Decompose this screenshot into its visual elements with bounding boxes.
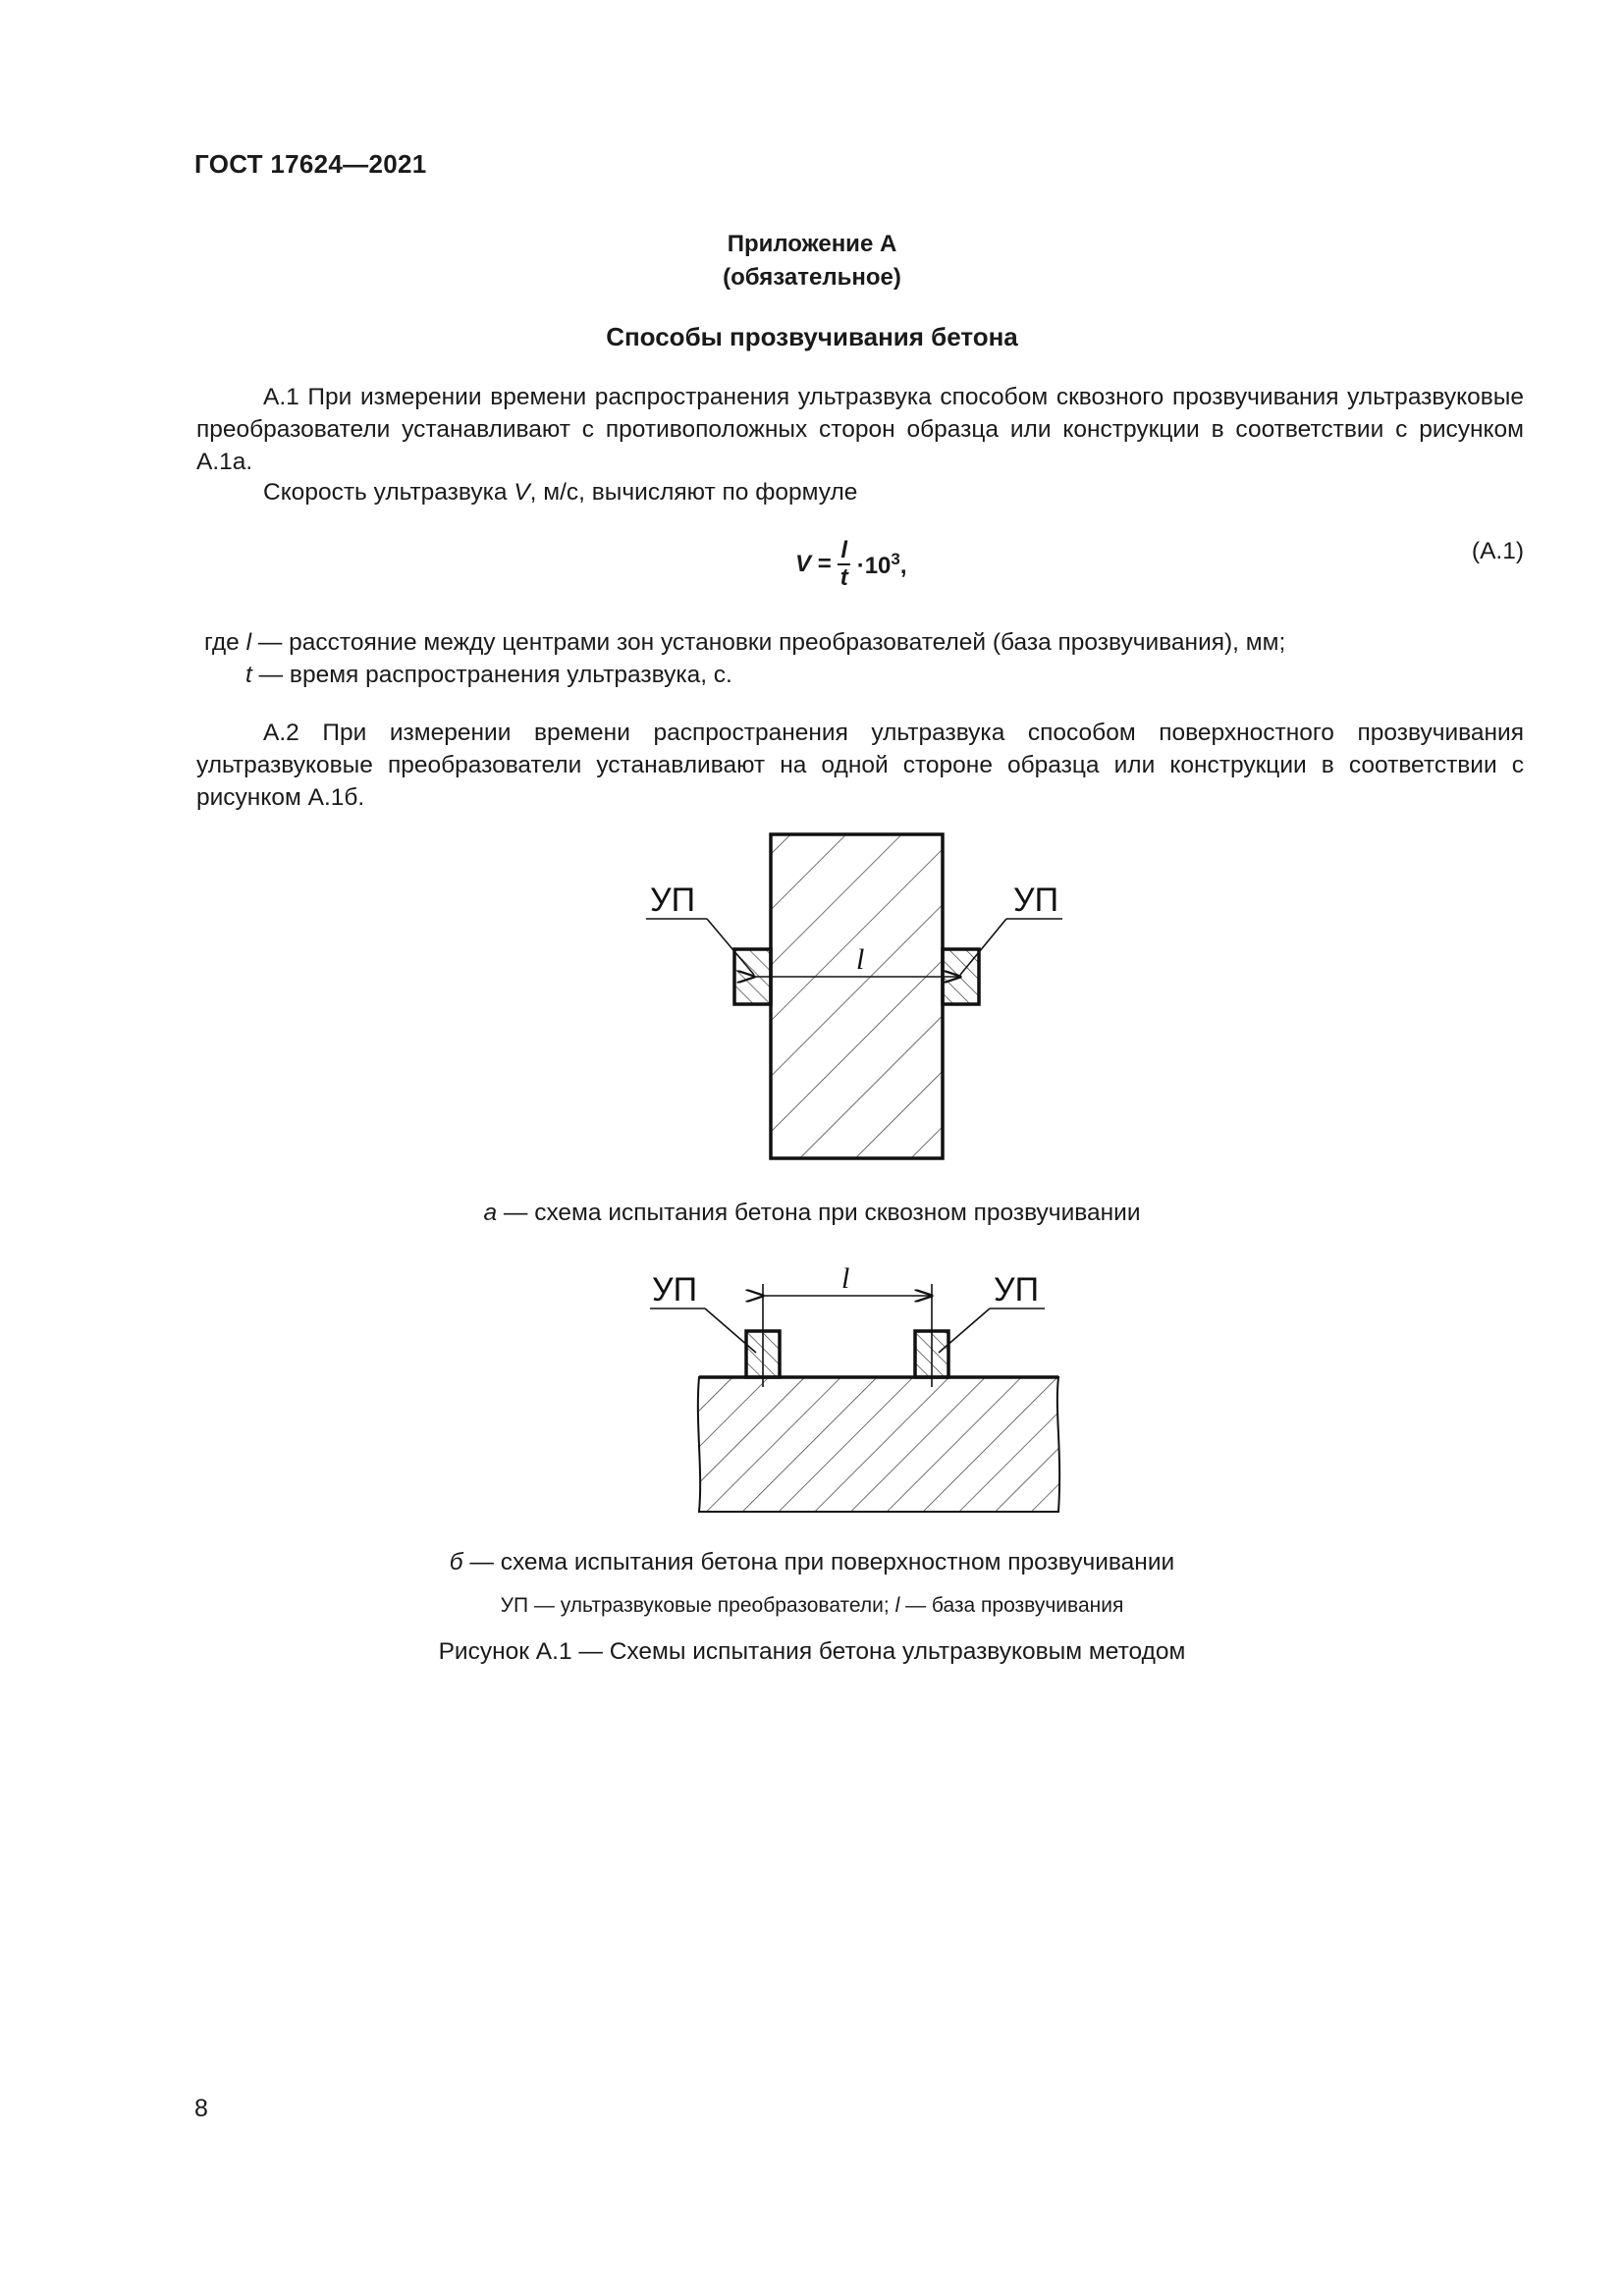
label-up-b-left: УП (652, 1271, 698, 1308)
concrete-block (771, 834, 943, 1158)
speed-intro: Скорость ультразвука V, м/с, вычисляют по формуле (263, 479, 858, 506)
concrete-slab (698, 1377, 1059, 1512)
paragraph-a1-text: А.1 При измерении времени распространения ультразвука способом сквозного прозвучивания ультразвуковые преобразователи устанавливают с противоположных сторон образца или конструкции в соответствии с рисунком А.1а. (196, 384, 1524, 475)
section-title: Способы прозвучивания бетона (606, 322, 1018, 351)
figure-b-surface-scheme (638, 1255, 1090, 1524)
document-code: ГОСТ 17624—2021 (194, 149, 427, 179)
formula-number: (А.1) (1471, 538, 1524, 564)
paragraph-a1 (196, 381, 1524, 478)
paragraph-a2-text: А.2 При измерении времени распространения ультразвука способом поверхностного прозвучивания ультразвуковые преобразователи устанавливают на одной стороне образца или конструкции в соответствии с рисунком А.1б. (196, 720, 1524, 811)
appendix-title: Приложение А (727, 231, 897, 257)
base-label-b: l (841, 1262, 850, 1295)
formula-a1: V = $\frac{l}{t}$ $\cdot 10^3$, (795, 537, 907, 591)
leader-left-diag (707, 919, 754, 975)
formula-fraction: $\frac{l}{t}$ (838, 538, 850, 591)
leader-right-diag (960, 919, 1006, 975)
figure-a-through-scheme (628, 829, 1059, 1163)
page-number: 8 (194, 2095, 208, 2122)
caption-b: б — схема испытания бетона при поверхностном прозвучивании (449, 1549, 1175, 1575)
paragraph-a2 (196, 717, 1524, 814)
label-up-right: УП (1013, 881, 1059, 919)
figure-title: Рисунок А.1 — Схемы испытания бетона ультразвуковым методом (438, 1638, 1186, 1665)
appendix-status: (обязательное) (723, 264, 901, 291)
definition-l: где l — расстояние между центрами зон установки преобразователей (база прозвучивания), мм; (204, 629, 1286, 656)
label-up-b-right: УП (994, 1271, 1040, 1308)
figure-legend: УП — ультразвуковые преобразователи; l — база прозвучивания (500, 1594, 1124, 1617)
base-label: l (856, 943, 865, 976)
definition-t: t — время распространения ультразвука, с. (245, 662, 732, 688)
caption-a: а — схема испытания бетона при сквозном прозвучивании (483, 1200, 1141, 1226)
label-up-left: УП (650, 881, 696, 919)
appendix-heading (0, 228, 1624, 294)
